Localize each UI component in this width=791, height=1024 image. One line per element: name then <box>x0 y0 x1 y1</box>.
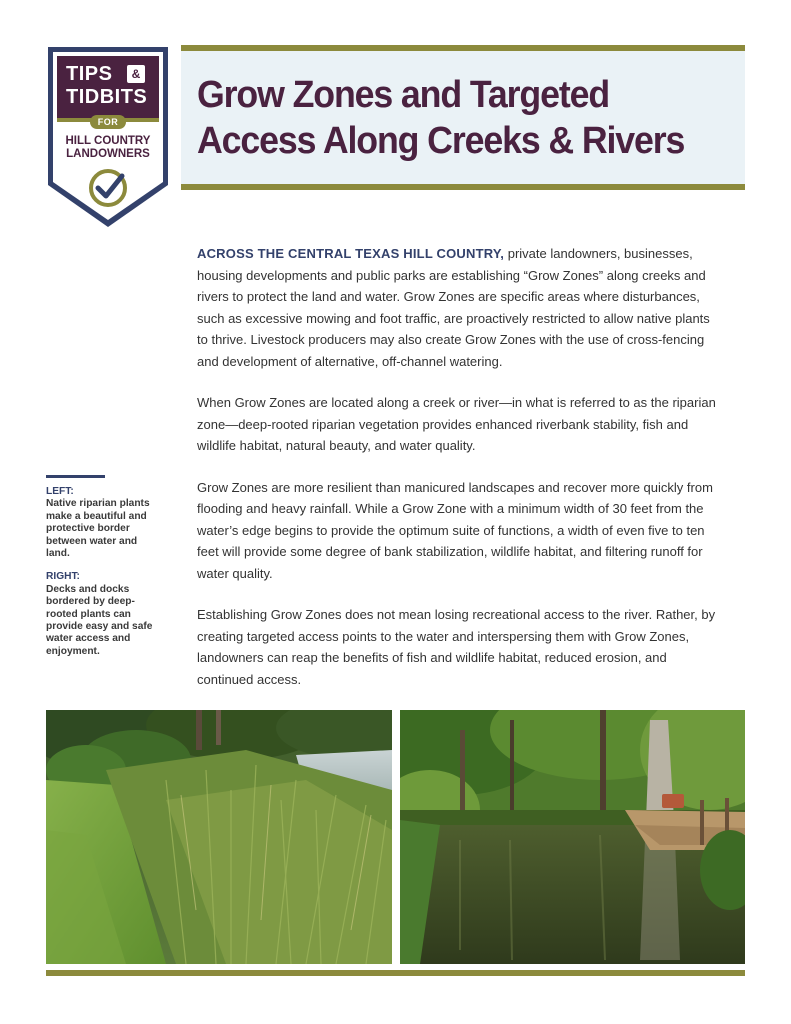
badge-for-pill: FOR <box>90 115 126 129</box>
paragraph-2: When Grow Zones are located along a creek or river—in what is referred to as the riparian zone—deep-rooted riparian vegetation provides enhanced riverbank stability, fish and wildlife habitat, natural beauty, and water quality. <box>197 395 716 453</box>
caption-left-text: Native riparian plants make a beautiful and protective border between water and land. <box>46 498 150 560</box>
caption-right-label: RIGHT: <box>46 571 80 583</box>
paragraph-1-text: private landowners, businesses, housing developments and public parks are establishing “Grow Zones” along creeks and rivers to protect the land and water. Grow Zones are specific areas where disturbances, such as excessive mowing and foot traffic, are proactively restricted to allow native plants to thrive. Livestock producers may also create Grow Zones with the use of cross-fencing and development of alternative, off-channel watering. <box>197 246 710 369</box>
badge-audience <box>58 135 158 161</box>
paragraph-4: Establishing Grow Zones does not mean losing recreational access to the river. Rather, by creating targeted access points to the water and interspersing them with Grow Zones, landowners can reap the benefits of fish and wildlife habitat, reduced erosion, and continued access. <box>197 607 716 687</box>
badge-audience-line2: LANDOWNERS <box>66 148 150 160</box>
tips-tidbits-badge <box>46 45 170 229</box>
caption-right-text: Decks and docks bordered by deep-rooted plants can provide easy and safe water access and enjoyment. <box>46 583 153 657</box>
photo-riparian-border <box>46 710 392 964</box>
caption-left-label: LEFT: <box>46 486 74 497</box>
badge-audience-line1: HILL COUNTRY <box>65 135 151 147</box>
caption-right <box>46 571 158 658</box>
header-rule-top <box>181 45 745 51</box>
header-rule-bottom <box>181 184 745 190</box>
paragraph-1 <box>197 243 717 372</box>
caption-left <box>46 486 158 560</box>
lead-in: ACROSS THE CENTRAL TEXAS HILL COUNTRY, <box>197 246 505 261</box>
caption-rule <box>46 475 105 478</box>
article-body <box>197 243 717 710</box>
badge-tips-text: TIPS <box>66 63 113 85</box>
photo-deck-dock <box>400 710 745 964</box>
paragraph-3: Grow Zones are more resilient than manicured landscapes and recover more quickly from flooding and heavy rainfall. While a Grow Zone with a minimum width of 30 feet from the water’s edge begins to provide the optimum suite of functions, a width of even five to ten feet will provide some degree of bank stabilization, wildlife habitat, and filtering runoff for water quality. <box>197 479 713 581</box>
badge-tidbits-text: TIDBITS <box>66 86 148 108</box>
badge-ampersand: & <box>127 65 145 83</box>
page-title: Grow Zones and Targeted Access Along Creeks & Rivers <box>197 74 685 162</box>
photo-caption <box>46 486 158 669</box>
footer-rule <box>46 970 745 976</box>
